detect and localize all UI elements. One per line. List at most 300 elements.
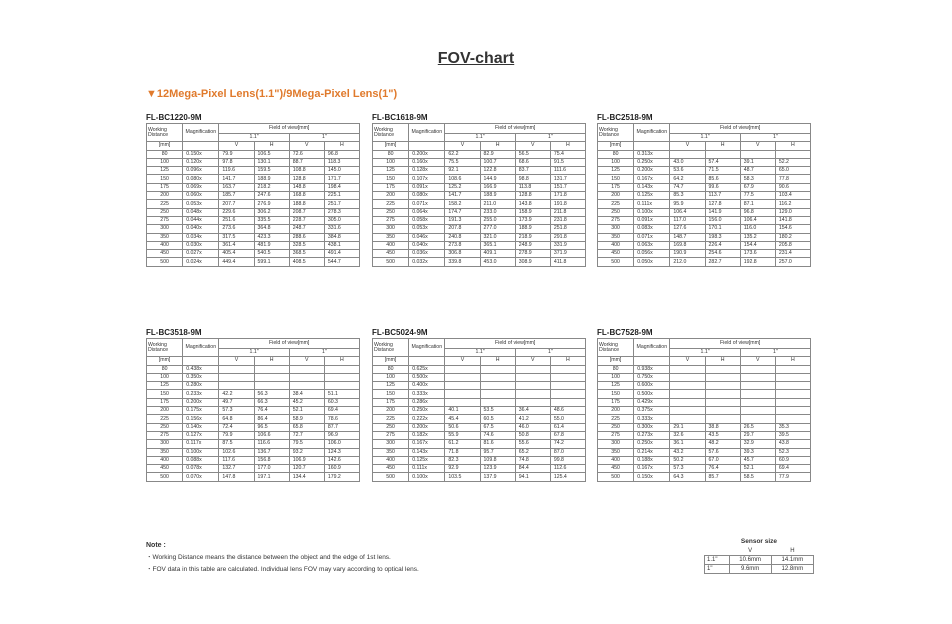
cell-fov: 144.9 [480,175,515,183]
cell-working-distance: 175 [373,183,409,191]
cell-fov: 339.8 [445,258,480,266]
header-size-b: 1" [515,134,585,142]
cell-fov: 306.8 [445,250,480,258]
cell-working-distance: 175 [598,183,634,191]
cell-magnification: 0.313x [634,150,670,158]
cell-fov [705,150,740,158]
cell-fov: 74.8 [515,456,550,464]
sensor-size-table [704,547,814,574]
cell-fov: 127.6 [670,225,705,233]
cell-working-distance: 225 [147,200,183,208]
cell-fov [324,365,359,373]
cell-fov: 273.6 [219,225,254,233]
cell-fov [775,398,810,406]
cell-fov: 208.7 [289,208,324,216]
cell-fov: 87.1 [740,200,775,208]
cell-working-distance: 80 [598,365,634,373]
cell-fov: 288.6 [289,233,324,241]
table-row [147,192,360,200]
header-blank [409,357,445,365]
cell-fov [480,382,515,390]
header-h: H [480,357,515,365]
cell-fov: 169.8 [670,241,705,249]
cell-magnification: 0.429x [634,398,670,406]
cell-fov: 335.5 [254,216,289,224]
cell-fov: 77.8 [775,175,810,183]
cell-magnification: 0.143x [634,183,670,191]
header-magnification: Magnification [634,124,670,142]
cell-fov [219,382,254,390]
cell-fov: 94.1 [515,473,550,481]
cell-fov: 205.8 [775,241,810,249]
cell-fov: 141.9 [705,208,740,216]
cell-fov: 225.1 [324,192,359,200]
cell-fov: 108.8 [289,167,324,175]
cell-fov: 77.5 [740,192,775,200]
cell-fov: 411.8 [550,258,585,266]
cell-fov: 36.4 [515,407,550,415]
cell-fov: 151.7 [550,183,585,191]
fov-table [146,338,360,482]
cell-fov: 57.3 [670,465,705,473]
header-size-a: 1.1" [219,134,289,142]
cell-magnification: 0.333x [634,415,670,423]
cell-fov: 148.8 [289,183,324,191]
cell-fov: 69.4 [324,407,359,415]
table-row [373,415,586,423]
cell-working-distance: 275 [598,216,634,224]
header-h: H [775,142,810,150]
cell-fov [775,415,810,423]
cell-fov: 78.6 [324,415,359,423]
cell-fov: 278.3 [324,208,359,216]
cell-fov: 56.3 [254,390,289,398]
cell-fov: 273.8 [445,241,480,249]
table-row [598,175,811,183]
cell-fov: 66.3 [254,398,289,406]
sensor-size-header [705,547,814,556]
cell-fov: 540.5 [254,250,289,258]
cell-working-distance: 450 [373,465,409,473]
table-row [373,473,586,481]
cell-fov: 321.0 [480,233,515,241]
cell-working-distance: 300 [373,225,409,233]
cell-fov: 192.8 [740,258,775,266]
cell-fov: 77.9 [775,473,810,481]
header-size-b: 1" [515,349,585,357]
header-h: H [254,357,289,365]
cell-magnification: 0.036x [409,250,445,258]
cell-working-distance: 150 [147,175,183,183]
cell-fov: 103.4 [775,192,810,200]
header-magnification: Magnification [409,339,445,357]
cell-working-distance: 500 [373,473,409,481]
cell-fov: 156.0 [705,216,740,224]
table-row [373,398,586,406]
header-h: H [324,142,359,150]
cell-magnification: 0.250x [409,407,445,415]
cell-working-distance: 150 [373,175,409,183]
cell-fov [515,373,550,381]
table-row [147,175,360,183]
table-row [147,415,360,423]
cell-working-distance: 450 [147,465,183,473]
table-row [373,456,586,464]
cell-fov: 123.9 [480,465,515,473]
cell-fov: 156.8 [254,456,289,464]
table-row [598,192,811,200]
cell-magnification: 0.300x [634,423,670,431]
cell-fov [219,373,254,381]
cell-magnification: 0.938x [634,365,670,373]
cell-fov [324,382,359,390]
cell-fov: 131.7 [550,175,585,183]
cell-fov: 544.7 [324,258,359,266]
cell-fov: 481.9 [254,241,289,249]
cell-magnification: 0.063x [634,241,670,249]
cell-fov [550,390,585,398]
cell-magnification: 0.120x [183,158,219,166]
cell-fov: 53.6 [670,167,705,175]
cell-fov: 99.6 [705,183,740,191]
table-row [373,440,586,448]
header-h: H [705,142,740,150]
cell-fov [740,382,775,390]
cell-fov [775,382,810,390]
note-line: ・Working Distance means the distance between the object and the edge of 1st lens. [146,554,391,561]
cell-fov: 52.1 [740,465,775,473]
cell-fov: 130.1 [254,158,289,166]
cell-fov: 127.8 [705,200,740,208]
cell-magnification: 0.140x [183,423,219,431]
cell-fov: 207.8 [445,225,480,233]
table-row [147,183,360,191]
cell-fov: 87.7 [324,423,359,431]
cell-fov: 438.1 [324,241,359,249]
header-h: H [480,142,515,150]
cell-fov [705,365,740,373]
cell-fov: 449.4 [219,258,254,266]
model-name: FL-BC5024-9M [372,328,428,337]
cell-magnification: 0.200x [409,150,445,158]
cell-fov: 154.4 [740,241,775,249]
cell-fov: 60.5 [480,415,515,423]
cell-fov: 40.1 [445,407,480,415]
cell-working-distance: 400 [373,241,409,249]
cell-fov [705,390,740,398]
cell-working-distance: 450 [373,250,409,258]
cell-working-distance: 100 [373,158,409,166]
header-size-a: 1.1" [670,349,740,357]
sensor-size-value: 12.8mm [771,565,813,574]
cell-fov: 71.5 [705,167,740,175]
cell-fov: 141.8 [775,216,810,224]
cell-working-distance: 150 [598,175,634,183]
cell-fov: 57.6 [705,448,740,456]
fov-table-block [372,328,586,482]
table-row [598,390,811,398]
cell-working-distance: 150 [598,390,634,398]
cell-fov [670,415,705,423]
cell-fov: 229.6 [219,208,254,216]
header-magnification: Magnification [183,124,219,142]
cell-fov: 228.7 [289,216,324,224]
cell-fov: 39.1 [740,158,775,166]
cell-fov: 56.5 [515,150,550,158]
table-row [147,216,360,224]
table-row [147,233,360,241]
cell-magnification: 0.750x [634,373,670,381]
cell-working-distance: 225 [147,415,183,423]
fov-table [372,338,586,482]
cell-magnification: 0.128x [409,167,445,175]
cell-fov: 74.2 [550,440,585,448]
cell-fov [670,407,705,415]
cell-fov: 97.8 [219,158,254,166]
table-header [598,357,811,365]
cell-fov: 113.7 [705,192,740,200]
cell-fov: 68.6 [515,158,550,166]
cell-magnification: 0.167x [634,465,670,473]
cell-fov: 158.9 [515,208,550,216]
header-unit: [mm] [598,142,634,150]
table-row [598,431,811,439]
cell-working-distance: 200 [147,407,183,415]
table-row [598,216,811,224]
table-row [373,233,586,241]
cell-fov [254,382,289,390]
cell-fov: 207.7 [219,200,254,208]
cell-magnification: 0.046x [409,233,445,241]
cell-fov: 145.0 [324,167,359,175]
table-row [598,456,811,464]
cell-working-distance: 500 [598,258,634,266]
table-row [147,208,360,216]
cell-fov: 143.8 [515,200,550,208]
cell-magnification: 0.080x [409,192,445,200]
cell-working-distance: 80 [147,365,183,373]
cell-fov [480,373,515,381]
cell-fov: 171.7 [324,175,359,183]
cell-magnification: 0.088x [183,456,219,464]
cell-fov: 117.6 [219,456,254,464]
cell-working-distance: 500 [598,473,634,481]
table-row [373,448,586,456]
table-row [373,150,586,158]
cell-working-distance: 500 [147,473,183,481]
header-magnification: Magnification [634,339,670,357]
cell-fov: 168.8 [289,192,324,200]
cell-fov: 116.6 [254,440,289,448]
cell-fov [740,407,775,415]
cell-fov [740,150,775,158]
header-field-of-view: Field of view[mm] [219,339,360,349]
cell-fov: 75.4 [550,150,585,158]
table-row [147,382,360,390]
table-row [598,233,811,241]
table-row [373,250,586,258]
cell-fov: 147.8 [219,473,254,481]
table-row [373,431,586,439]
cell-fov: 148.7 [670,233,705,241]
cell-working-distance: 250 [373,208,409,216]
cell-fov: 190.9 [670,250,705,258]
cell-fov: 111.6 [550,167,585,175]
cell-working-distance: 125 [373,167,409,175]
table-header [598,142,811,150]
model-name: FL-BC7528-9M [597,328,653,337]
cell-magnification: 0.040x [183,225,219,233]
cell-fov: 174.7 [445,208,480,216]
header-size-b: 1" [289,134,359,142]
cell-fov: 39.5 [775,431,810,439]
cell-fov: 102.6 [219,448,254,456]
cell-fov: 361.4 [219,241,254,249]
cell-working-distance: 300 [598,225,634,233]
cell-fov: 170.1 [705,225,740,233]
cell-fov: 38.8 [705,423,740,431]
header-field-of-view: Field of view[mm] [445,339,586,349]
cell-fov: 98.8 [515,175,550,183]
cell-fov [705,373,740,381]
sensor-size-value: 14.1mm [771,556,813,565]
cell-fov: 65.0 [775,167,810,175]
header-v: V [219,357,254,365]
cell-fov: 67.0 [705,456,740,464]
cell-fov: 88.7 [289,158,324,166]
cell-fov: 405.4 [219,250,254,258]
cell-fov: 92.9 [445,465,480,473]
cell-working-distance: 100 [373,373,409,381]
table-row [598,373,811,381]
cell-fov [775,373,810,381]
cell-fov: 116.2 [775,200,810,208]
cell-working-distance: 125 [147,167,183,175]
cell-fov [775,150,810,158]
cell-fov: 65.2 [515,448,550,456]
header-working-distance: Working Distance [373,339,409,357]
table-row [598,465,811,473]
header-working-distance: Working Distance [373,124,409,142]
header-magnification: Magnification [409,124,445,142]
cell-magnification: 0.030x [183,241,219,249]
cell-fov [515,365,550,373]
cell-fov [445,398,480,406]
header-working-distance: Working Distance [598,339,634,357]
table-row [147,448,360,456]
cell-magnification: 0.083x [634,225,670,233]
cell-fov: 306.2 [254,208,289,216]
cell-fov [219,365,254,373]
fov-table [146,123,360,267]
cell-fov: 113.8 [515,183,550,191]
cell-working-distance: 225 [373,415,409,423]
table-header [147,339,360,349]
table-row [373,192,586,200]
header-unit: [mm] [373,357,409,365]
cell-fov: 79.5 [289,440,324,448]
table-row [373,465,586,473]
table-row [147,241,360,249]
header-v: V [445,357,480,365]
cell-magnification: 0.233x [183,390,219,398]
cell-fov [254,373,289,381]
table-row [598,150,811,158]
table-row [147,200,360,208]
cell-fov: 96.5 [254,423,289,431]
cell-fov: 52.3 [775,448,810,456]
cell-working-distance: 150 [373,390,409,398]
cell-fov: 251.8 [550,225,585,233]
cell-fov: 317.5 [219,233,254,241]
header-field-of-view: Field of view[mm] [670,124,811,134]
header-size-b: 1" [740,349,810,357]
cell-fov [254,365,289,373]
cell-magnification: 0.625x [409,365,445,373]
cell-fov: 173.6 [740,250,775,258]
fov-table-block [146,113,360,267]
cell-fov: 86.4 [254,415,289,423]
cell-fov [289,373,324,381]
cell-working-distance: 250 [147,208,183,216]
cell-magnification: 0.091x [634,216,670,224]
table-row [598,398,811,406]
cell-fov: 163.7 [219,183,254,191]
cell-working-distance: 100 [598,158,634,166]
cell-magnification: 0.167x [634,175,670,183]
cell-fov [670,382,705,390]
table-row [147,167,360,175]
fov-table [372,123,586,267]
cell-fov: 291.8 [550,233,585,241]
cell-magnification: 0.053x [409,225,445,233]
cell-fov: 55.6 [515,440,550,448]
cell-fov: 64.2 [670,175,705,183]
cell-magnification: 0.080x [183,175,219,183]
cell-fov: 248.9 [515,241,550,249]
cell-fov: 384.8 [324,233,359,241]
cell-fov: 211.8 [550,208,585,216]
cell-fov: 65.8 [289,423,324,431]
cell-magnification: 0.096x [183,167,219,175]
table-row [373,258,586,266]
cell-fov: 255.0 [480,216,515,224]
sensor-size-value: 9.6mm [729,565,771,574]
cell-working-distance: 175 [147,398,183,406]
table-row [373,158,586,166]
cell-fov [289,382,324,390]
cell-fov: 38.4 [289,390,324,398]
sensor-size-row [705,565,814,574]
cell-magnification: 0.200x [409,423,445,431]
model-name: FL-BC1618-9M [372,113,428,122]
cell-working-distance: 275 [373,216,409,224]
cell-magnification: 0.070x [183,473,219,481]
header-h: H [254,142,289,150]
table-row [373,407,586,415]
cell-working-distance: 100 [598,373,634,381]
cell-magnification: 0.125x [634,192,670,200]
cell-magnification: 0.100x [409,473,445,481]
cell-fov: 62.2 [445,150,480,158]
cell-fov: 58.5 [740,473,775,481]
sensor-size-title: Sensor size [740,538,778,545]
cell-fov: 52.2 [775,158,810,166]
cell-fov: 48.2 [705,440,740,448]
cell-fov: 251.7 [324,200,359,208]
cell-fov: 96.8 [324,150,359,158]
cell-magnification: 0.188x [634,456,670,464]
